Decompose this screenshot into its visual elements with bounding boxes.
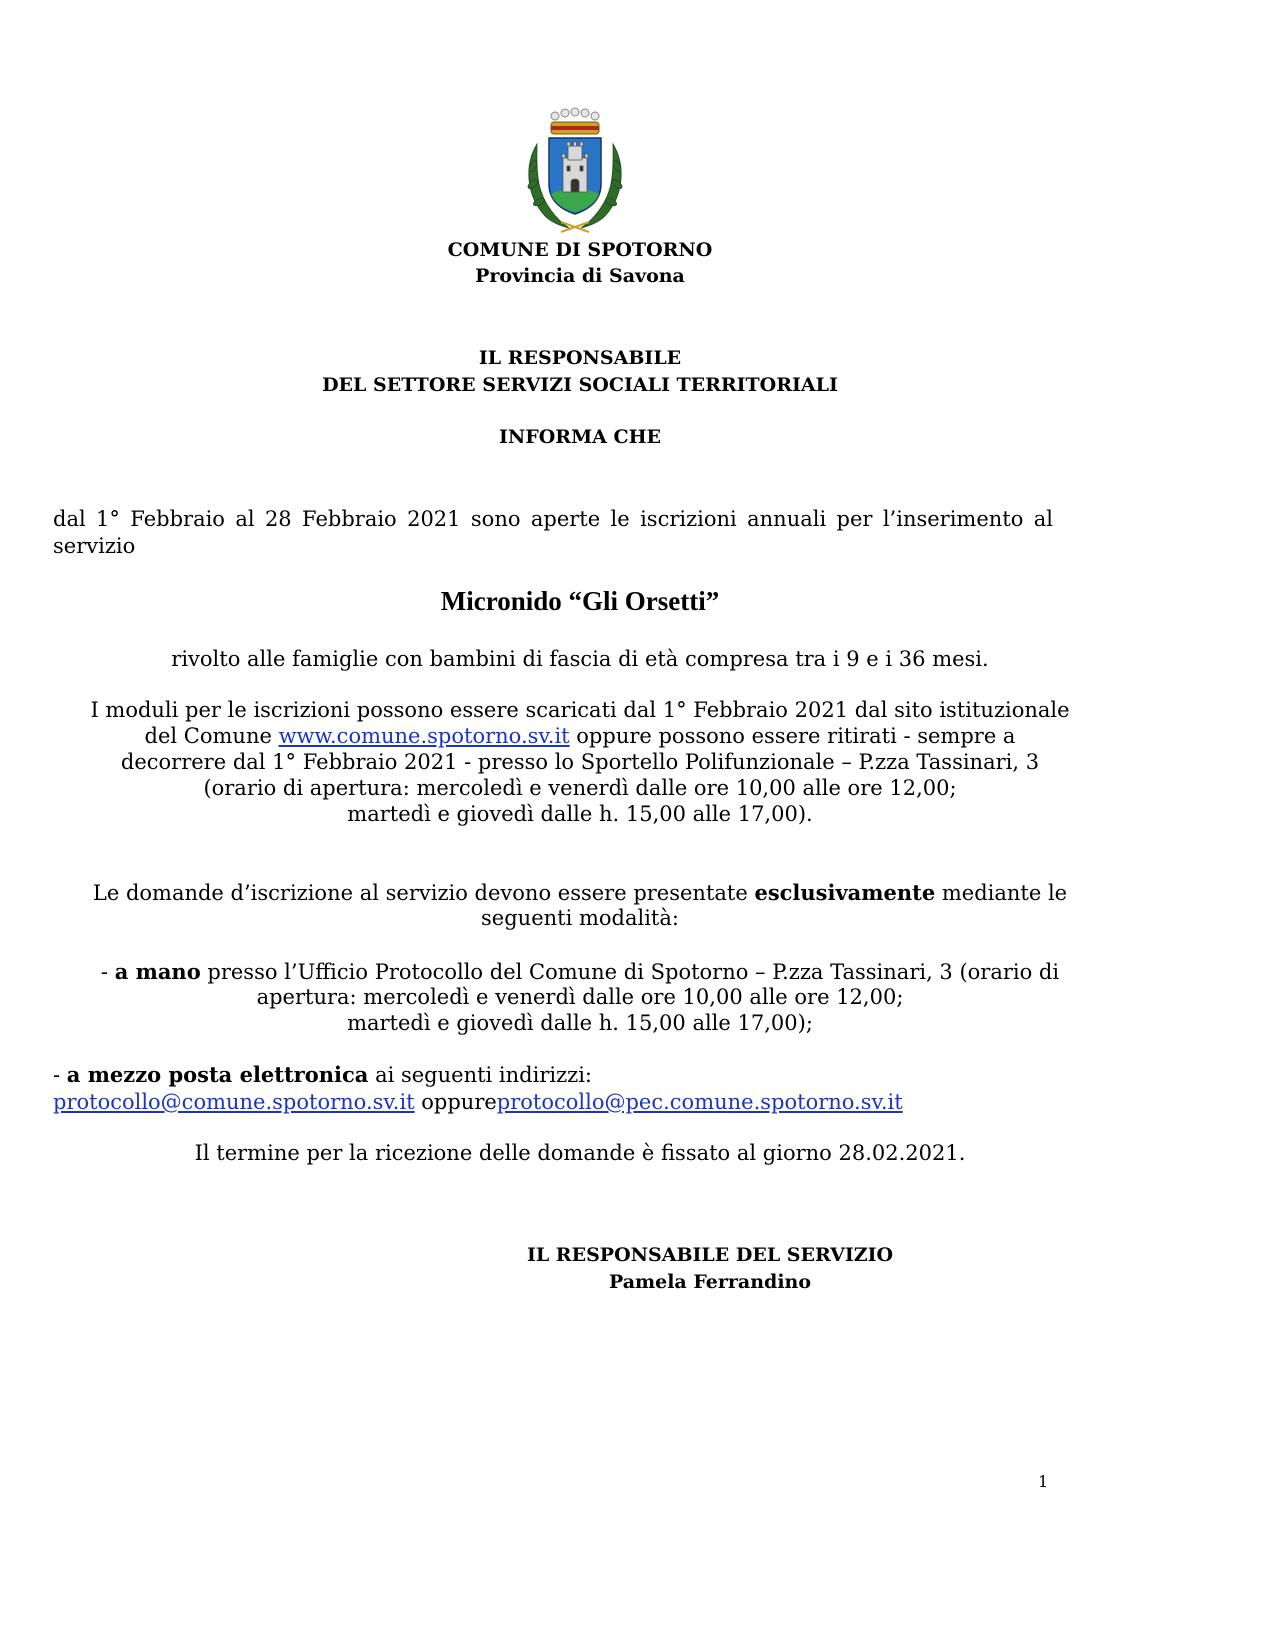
deadline-paragraph: Il termine per la ricezione delle domande è fissato al giorno 28.02.2021. <box>194 1141 966 1165</box>
service-title: Micronido “Gli Orsetti” <box>440 586 720 616</box>
email-line-1: - a mezzo posta elettronica ai seguenti indirizzi: <box>53 1062 593 1087</box>
mano-line-1: - a mano presso l’Ufficio Protocollo del Comune di Spotorno – P.zza Tassinari, 3 (orario di <box>100 959 1060 984</box>
signature-name: Pamela Ferrandino <box>608 1271 812 1293</box>
moduli-line-4: (orario di apertura: mercoledì e venerdì dalle ore 10,00 alle ore 12,00; <box>203 776 957 800</box>
informa-heading: INFORMA CHE <box>498 426 662 448</box>
website-link[interactable]: www.comune.spotorno.sv.it <box>278 724 570 748</box>
target-paragraph: rivolto alle famiglie con bambini di fascia di età compresa tra i 9 e i 36 mesi. <box>171 647 989 671</box>
intro-paragraph: dal 1° Febbraio al 28 Febbraio 2021 sono aperte le iscrizioni annuali per l’inserimento al servizio <box>53 507 1053 558</box>
domande-line-2: seguenti modalità: <box>481 906 679 930</box>
issuer-title: IL RESPONSABILE <box>478 347 682 369</box>
coat-of-arms-icon <box>521 104 629 236</box>
moduli-line-3: decorrere dal 1° Febbraio 2021 - presso lo Sportello Polifunzionale – P.zza Tassinari, 3 <box>120 750 1040 774</box>
email-line-2: protocollo@comune.spotorno.sv.it oppureprotocollo@pec.comune.spotorno.sv.it <box>53 1090 903 1114</box>
email-link-pec[interactable]: protocollo@pec.comune.spotorno.sv.it <box>496 1090 903 1114</box>
municipality-name: COMUNE DI SPOTORNO <box>447 239 713 261</box>
email-link-protocollo[interactable]: protocollo@comune.spotorno.sv.it <box>53 1090 415 1114</box>
page-number: 1 <box>1038 1472 1049 1491</box>
mano-line-3: martedì e giovedì dalle h. 15,00 alle 17,00); <box>347 1011 813 1035</box>
moduli-line-5: martedì e giovedì dalle h. 15,00 alle 17,00). <box>347 802 813 826</box>
province-name: Provincia di Savona <box>475 265 685 287</box>
moduli-line-1: I moduli per le iscrizioni possono essere scaricati dal 1° Febbraio 2021 dal sito istituzionale <box>90 698 1070 722</box>
email-section <box>53 1061 1153 1116</box>
signature-title: IL RESPONSABILE DEL SERVIZIO <box>526 1244 894 1266</box>
issuer-department: DEL SETTORE SERVIZI SOCIALI TERRITORIALI <box>322 374 838 396</box>
signature-block <box>490 1242 930 1296</box>
crown-icon <box>551 108 599 134</box>
mano-line-2: apertura: mercoledì e venerdì dalle ore 10,00 alle ore 12,00; <box>256 985 904 1009</box>
moduli-line-2: del Comune www.comune.spotorno.sv.it oppure possono essere ritirati - sempre a <box>144 724 1016 748</box>
domande-line-1: Le domande d’iscrizione al servizio devono essere presentate esclusivamente mediante le <box>92 880 1068 905</box>
